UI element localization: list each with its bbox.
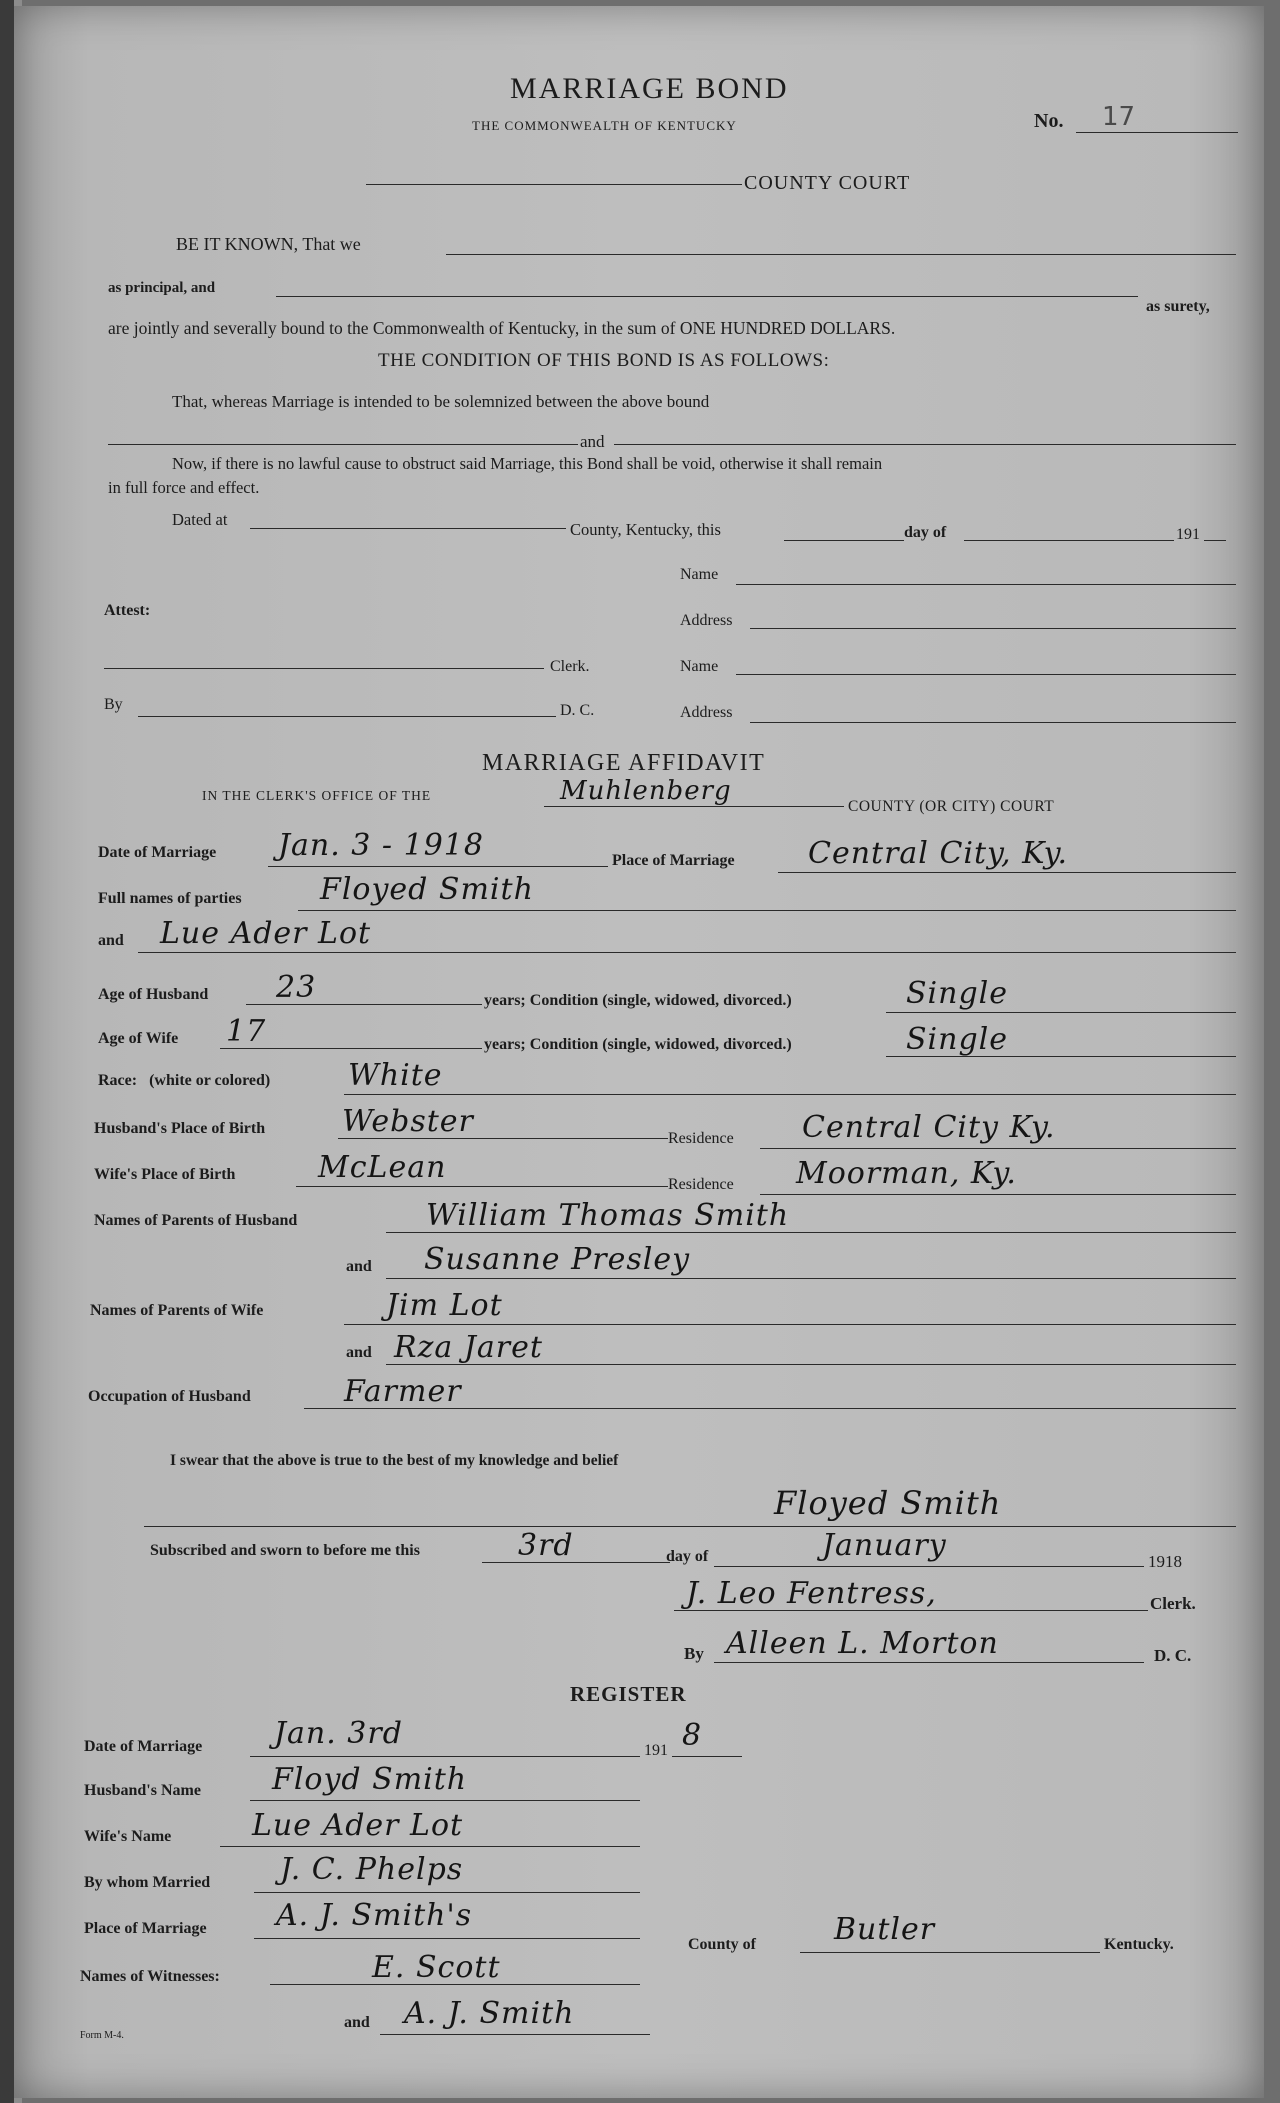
- whereas-text: That, whereas Marriage is intended to be solemnized between the above bound: [172, 392, 710, 411]
- party-2-line: [138, 952, 1236, 953]
- swear-text: I swear that the above is true to the best of my knowledge and belief: [170, 1452, 619, 1469]
- wife-mother-value: Rza Jaret: [394, 1330, 543, 1365]
- occupation-value: Farmer: [344, 1374, 462, 1409]
- party-and-label: and: [98, 932, 124, 949]
- years-condition-wife: years; Condition (single, widowed, divorced.): [484, 1036, 792, 1053]
- subscribed-text: Subscribed and sworn to before me this: [150, 1542, 420, 1559]
- sworn-year-value: 1918: [1148, 1552, 1182, 1571]
- sworn-month-value: January: [822, 1528, 947, 1563]
- dc-title: D. C.: [1154, 1646, 1192, 1665]
- husband-condition-line: [886, 1012, 1236, 1013]
- clerks-office: IN THE CLERK'S OFFICE OF THE: [202, 788, 432, 803]
- husband-residence-label: Residence: [668, 1130, 734, 1147]
- name-label-1: Name: [680, 566, 719, 583]
- by-label: By: [104, 696, 123, 713]
- register-title: REGISTER: [570, 1682, 687, 1706]
- county-name-value: Muhlenberg: [560, 776, 732, 806]
- register-wife-line: [220, 1846, 640, 1847]
- register-witness-and: and: [344, 2014, 370, 2031]
- register-witness-2-value: A. J. Smith: [404, 1996, 575, 2031]
- bond-subtitle: THE COMMONWEALTH OF KENTUCKY: [472, 118, 737, 133]
- attest-label: Attest:: [104, 602, 151, 619]
- years-condition-husband: years; Condition (single, widowed, divorced.): [484, 992, 792, 1009]
- register-witnesses-label: Names of Witnesses:: [80, 1968, 220, 1985]
- county-court-line: [366, 184, 742, 185]
- wife-condition-value: Single: [906, 1022, 1009, 1057]
- county-name-line: [544, 806, 844, 807]
- register-year-printed: 191: [644, 1742, 668, 1759]
- husband-parents-and: and: [346, 1258, 372, 1275]
- as-principal: as principal, and: [108, 280, 216, 296]
- be-it-known: BE IT KNOWN, That we: [176, 234, 361, 254]
- husband-birth-label: Husband's Place of Birth: [94, 1120, 266, 1137]
- register-kentucky: Kentucky.: [1104, 1936, 1174, 1953]
- register-by-whom-value: J. C. Phelps: [280, 1852, 464, 1887]
- register-witness-1-value: E. Scott: [372, 1950, 501, 1985]
- husband-residence-value: Central City Ky.: [802, 1110, 1056, 1145]
- full-names-label: Full names of parties: [98, 890, 242, 907]
- register-place-line: [254, 1938, 640, 1939]
- date-of-marriage-value: Jan. 3 - 1918: [278, 828, 484, 863]
- register-husband-line: [250, 1800, 640, 1801]
- clerk-signature: J. Leo Fentress,: [686, 1576, 937, 1611]
- register-wife-value: Lue Ader Lot: [252, 1808, 464, 1843]
- place-of-marriage-line: [778, 872, 1236, 873]
- wife-residence-line: [760, 1194, 1236, 1195]
- clerk-label: Clerk.: [550, 658, 590, 675]
- husband-mother-line: [386, 1278, 1236, 1279]
- husband-birth-value: Webster: [342, 1104, 474, 1139]
- party-line-2: [614, 444, 1236, 445]
- register-by-whom-label: By whom Married: [84, 1874, 211, 1891]
- register-husband-label: Husband's Name: [84, 1782, 201, 1799]
- age-wife-value: 17: [226, 1014, 267, 1049]
- county-ky-this: County, Kentucky, this: [570, 520, 721, 539]
- wife-residence-label: Residence: [668, 1176, 734, 1193]
- year-line: [1204, 540, 1226, 541]
- occupation-label: Occupation of Husband: [88, 1388, 251, 1405]
- race-value: White: [348, 1058, 443, 1093]
- date-of-marriage-line: [268, 866, 608, 867]
- bond-number-line: [1076, 132, 1238, 133]
- full-names-line: [298, 910, 1236, 911]
- name-line-1: [736, 584, 1236, 585]
- register-by-whom-line: [254, 1892, 640, 1893]
- sworn-month-line: [714, 1566, 1144, 1567]
- wife-birth-line: [296, 1186, 668, 1187]
- race-label: Race: (white or colored): [98, 1072, 271, 1089]
- wife-birth-value: McLean: [318, 1150, 447, 1185]
- husband-residence-line: [760, 1148, 1236, 1149]
- signature-line: [144, 1526, 1236, 1527]
- condition-heading: THE CONDITION OF THIS BOND IS AS FOLLOWS:: [378, 350, 830, 371]
- register-county-line: [800, 1952, 1100, 1953]
- wife-father-value: Jim Lot: [386, 1288, 503, 1323]
- wife-father-line: [344, 1324, 1236, 1325]
- register-year-digit: 8: [682, 1718, 703, 1753]
- name-line-2: [736, 674, 1236, 675]
- register-year-line: [672, 1756, 742, 1757]
- dc-sig-line: [714, 1662, 1144, 1663]
- document-page: [14, 6, 1264, 2098]
- bond-number-value: 17: [1102, 102, 1136, 132]
- month-line: [964, 540, 1174, 541]
- wife-residence-value: Moorman, Ky.: [796, 1156, 1017, 1191]
- register-county-of: County of: [688, 1936, 757, 1953]
- whereas-and: and: [580, 432, 605, 451]
- year-prefix: 191: [1176, 526, 1200, 543]
- parents-wife-label: Names of Parents of Wife: [90, 1302, 264, 1319]
- register-date-label: Date of Marriage: [84, 1738, 203, 1755]
- place-of-marriage-value: Central City, Ky.: [808, 836, 1069, 871]
- dc-label: D. C.: [560, 702, 595, 719]
- sworn-day-line: [482, 1562, 670, 1563]
- by-line: [138, 716, 556, 717]
- surety-line: [276, 296, 1138, 297]
- wife-birth-label: Wife's Place of Birth: [94, 1166, 236, 1183]
- party-line-1: [108, 444, 578, 445]
- address-line-1: [750, 628, 1236, 629]
- register-place-label: Place of Marriage: [84, 1920, 207, 1937]
- county-or-city-court: COUNTY (OR CITY) COURT: [848, 798, 1055, 815]
- age-wife-label: Age of Wife: [98, 1030, 179, 1047]
- clerk-title: Clerk.: [1150, 1594, 1196, 1613]
- address-label-1: Address: [680, 612, 733, 629]
- day-line: [784, 540, 904, 541]
- film-edge-left: [0, 0, 14, 2103]
- register-date-line: [250, 1756, 640, 1757]
- principal-line: [446, 254, 1236, 255]
- sworn-day-value: 3rd: [518, 1528, 574, 1563]
- as-surety: as surety,: [1146, 298, 1210, 315]
- county-court-label: COUNTY COURT: [744, 172, 911, 194]
- race-line: [344, 1094, 1236, 1095]
- sworn-day-of: day of: [666, 1548, 709, 1565]
- dc-signature: Alleen L. Morton: [726, 1626, 999, 1661]
- register-witness-2-line: [380, 2034, 650, 2035]
- now-if-2: in full force and effect.: [108, 478, 260, 497]
- party-1-value: Floyed Smith: [320, 872, 534, 907]
- husband-mother-value: Susanne Presley: [424, 1242, 691, 1277]
- husband-father-value: William Thomas Smith: [426, 1198, 790, 1233]
- age-husband-value: 23: [276, 970, 317, 1005]
- jointly-bound: are jointly and severally bound to the Commonwealth of Kentucky, in the sum of ONE HUNDRED DOLLARS.: [108, 318, 896, 338]
- address-line-2: [750, 722, 1236, 723]
- dc-by-label: By: [684, 1644, 704, 1663]
- form-number: Form M-4.: [80, 2030, 124, 2041]
- dated-at-line: [250, 528, 566, 529]
- register-place-value: A. J. Smith's: [276, 1898, 473, 1933]
- party-2-value: Lue Ader Lot: [160, 916, 372, 951]
- affidavit-title: MARRIAGE AFFIDAVIT: [482, 750, 766, 776]
- husband-condition-value: Single: [906, 976, 1009, 1011]
- register-county-value: Butler: [834, 1912, 936, 1947]
- now-if-1: Now, if there is no lawful cause to obstruct said Marriage, this Bond shall be void, otherwise it shall remain: [172, 454, 883, 473]
- place-of-marriage-label: Place of Marriage: [612, 852, 735, 869]
- dated-at: Dated at: [172, 510, 228, 529]
- date-of-marriage-label: Date of Marriage: [98, 844, 217, 861]
- address-label-2: Address: [680, 704, 733, 721]
- day-of: day of: [904, 524, 947, 541]
- clerk-line: [104, 668, 544, 669]
- register-date-value: Jan. 3rd: [274, 1716, 403, 1751]
- bond-title: MARRIAGE BOND: [510, 72, 789, 105]
- wife-parents-and: and: [346, 1344, 372, 1361]
- age-husband-label: Age of Husband: [98, 986, 209, 1003]
- affiant-signature: Floyed Smith: [774, 1484, 1002, 1522]
- bond-number-label: No.: [1034, 110, 1064, 132]
- name-label-2: Name: [680, 658, 719, 675]
- register-husband-value: Floyd Smith: [272, 1762, 468, 1797]
- parents-husband-label: Names of Parents of Husband: [94, 1212, 298, 1229]
- register-wife-label: Wife's Name: [84, 1828, 172, 1845]
